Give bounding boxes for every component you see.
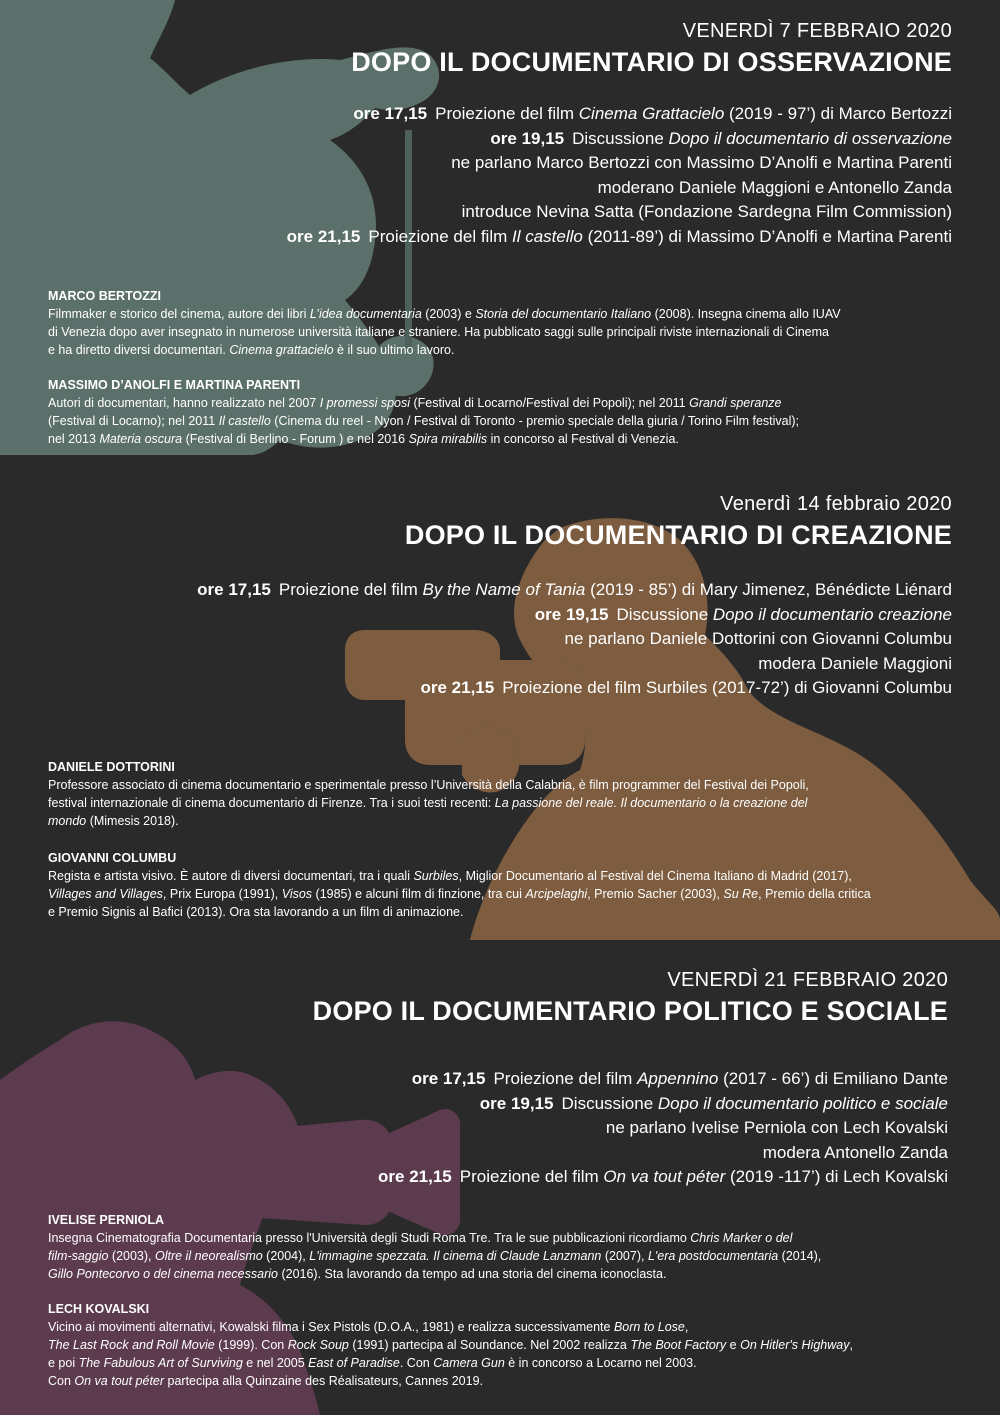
text-segment: modera Antonello Zanda bbox=[762, 1142, 948, 1162]
text-segment: ne parlano Daniele Dottorini con Giovanni Columbu bbox=[564, 629, 952, 648]
section1-bio-2 bbox=[48, 376, 948, 448]
schedule-time: ore 19,15 bbox=[534, 604, 609, 624]
schedule-line bbox=[378, 1067, 948, 1092]
section1-header bbox=[351, 20, 952, 78]
text-segment: (Cinema du reel - Nyon / Festival di Toronto - premio speciale della giuria / Torino Film festival); bbox=[270, 414, 800, 428]
italic-title: Spira mirabilis bbox=[408, 432, 488, 446]
italic-title: Arcipelaghi bbox=[525, 887, 588, 901]
text-segment: e ha diretto diversi documentari. bbox=[48, 343, 230, 357]
text-segment: (2016). Sta lavorando da tempo ad una storia del cinema iconoclasta. bbox=[277, 1267, 667, 1281]
schedule-time: ore 17,15 bbox=[411, 1069, 486, 1088]
text-segment: Proiezione del film bbox=[368, 226, 512, 246]
italic-title: Materia oscura bbox=[99, 432, 183, 446]
schedule-time: ore 21,15 bbox=[286, 226, 361, 246]
italic-title: L'immagine spezzata. Il cinema di Claude Lanzmann bbox=[309, 1249, 602, 1263]
bio-line bbox=[48, 341, 948, 359]
bio-name: DANIELE DOTTORINI bbox=[48, 760, 175, 774]
italic-title: Grandi speranze bbox=[689, 396, 782, 410]
bio-line bbox=[48, 1336, 948, 1354]
bio-line bbox=[48, 1247, 948, 1265]
text-segment: (Festival di Locarno/Festival dei Popoli); nel 2011 bbox=[410, 396, 690, 410]
bio-line bbox=[48, 430, 948, 448]
text-segment: in concorso al Festival di Venezia. bbox=[487, 432, 679, 446]
text-segment: Proiezione del film bbox=[459, 1167, 604, 1186]
text-segment: , Premio della critica bbox=[758, 887, 871, 901]
section2-header bbox=[405, 493, 952, 551]
bio-line bbox=[48, 1318, 948, 1336]
italic-title: Storia del documentario Italiano bbox=[475, 307, 652, 321]
italic-title: Il castello bbox=[512, 226, 583, 246]
italic-title: East of Paradise bbox=[308, 1356, 400, 1370]
italic-title: By the Name of Tania bbox=[422, 580, 586, 599]
schedule-line bbox=[378, 1165, 948, 1190]
italic-title: Villages and Villages bbox=[48, 887, 163, 901]
bio-line bbox=[48, 1372, 948, 1390]
bio-line bbox=[48, 867, 948, 885]
section2-schedule bbox=[197, 578, 952, 701]
section3-header bbox=[313, 969, 948, 1027]
text-segment: nel 2013 bbox=[48, 432, 100, 446]
bio-line bbox=[48, 412, 948, 430]
text-segment: (2011-89’) di Massimo D’Anolfi e Martina Parenti bbox=[582, 226, 952, 246]
text-segment: festival internazionale di cinema documentario di Firenze. Tra i suoi testi recenti: bbox=[48, 796, 495, 810]
text-segment: (2014), bbox=[778, 1249, 822, 1263]
italic-title: Dopo il documentario di osservazione bbox=[668, 128, 952, 148]
text-segment: e bbox=[726, 1338, 741, 1352]
italic-title: L'era postdocumentaria bbox=[647, 1249, 779, 1263]
schedule-line bbox=[197, 578, 952, 603]
italic-title: Gillo Pontecorvo o del cinema necessario bbox=[48, 1267, 278, 1281]
text-segment: Proiezione del film bbox=[435, 104, 579, 123]
schedule-line bbox=[378, 1092, 948, 1117]
text-segment: Autori di documentari, hanno realizzato nel 2007 bbox=[48, 396, 320, 410]
section1-bio-1 bbox=[48, 287, 948, 359]
bio-name: GIOVANNI COLUMBU bbox=[48, 851, 177, 865]
text-segment: Proiezione del film bbox=[493, 1069, 638, 1088]
text-segment: Insegna Cinematografia Documentaria presso l'Università degli Studi Roma Tre. Tra le sue pubblicazioni ricordiamo bbox=[48, 1231, 691, 1245]
schedule-line bbox=[197, 652, 952, 677]
text-segment: e Premio Signis al Bafici (2013). Ora sta lavorando a un film di animazione. bbox=[48, 905, 464, 919]
text-segment: (2008). Insegna cinema allo IUAV bbox=[651, 307, 841, 321]
schedule-line bbox=[287, 176, 952, 201]
text-segment: (2017 - 66’) di Emiliano Dante bbox=[718, 1069, 948, 1088]
schedule-time: ore 17,15 bbox=[197, 580, 271, 599]
bio-line bbox=[48, 1229, 948, 1247]
text-segment: (2004), bbox=[262, 1249, 310, 1263]
text-segment: Con bbox=[48, 1374, 75, 1388]
text-segment: , bbox=[684, 1320, 689, 1334]
italic-title: Born to Lose bbox=[613, 1320, 685, 1334]
section1-date: VENERDÌ 7 FEBBRAIO 2020 bbox=[682, 20, 952, 42]
schedule-time: ore 21,15 bbox=[378, 1167, 452, 1186]
italic-title: Cinema grattacielo bbox=[229, 343, 334, 357]
italic-title: Surbiles bbox=[413, 869, 459, 883]
schedule-line bbox=[378, 1141, 948, 1166]
italic-title: La passione del reale. Il documentario o la creazione del bbox=[494, 796, 808, 810]
italic-title: Chris Marker o del bbox=[690, 1231, 793, 1245]
section1-schedule bbox=[287, 102, 952, 249]
schedule-line bbox=[287, 102, 952, 127]
text-segment: Filmmaker e storico del cinema, autore dei libri bbox=[48, 307, 310, 321]
section2-date: Venerdì 14 febbraio 2020 bbox=[720, 493, 952, 515]
text-segment: di Venezia dopo aver insegnato in numerose università italiane e straniere. Ha pubblicato saggi sulle principali riviste internazionali di Cinema bbox=[48, 325, 829, 339]
text-segment: , Miglior Documentario al Festival del Cinema Italiano di Madrid (2017), bbox=[458, 869, 852, 883]
text-segment: Discussione bbox=[616, 604, 713, 624]
italic-title: On va tout péter bbox=[74, 1374, 165, 1388]
text-segment: moderano Daniele Maggioni e Antonello Zanda bbox=[597, 177, 952, 197]
italic-title: On Hitler's Highway bbox=[740, 1338, 850, 1352]
text-segment: è in concorso a Locarno nel 2003. bbox=[504, 1356, 697, 1370]
italic-title: On va tout péter bbox=[603, 1167, 726, 1186]
text-segment: (2003), bbox=[108, 1249, 155, 1263]
schedule-time: ore 19,15 bbox=[479, 1093, 554, 1113]
italic-title: Su Re bbox=[723, 887, 759, 901]
bio-line bbox=[48, 1265, 948, 1283]
italic-title: The Fabulous Art of Surviving bbox=[78, 1356, 243, 1370]
italic-title: film-saggio bbox=[48, 1249, 109, 1263]
schedule-line bbox=[197, 603, 952, 628]
schedule-line bbox=[378, 1116, 948, 1141]
italic-title: Oltre il neorealismo bbox=[155, 1249, 263, 1263]
italic-title: Rock Soup bbox=[287, 1338, 349, 1352]
text-segment: , bbox=[849, 1338, 853, 1352]
text-segment: (1985) e alcuni film di finzione, tra cui bbox=[312, 887, 526, 901]
section1-title: DOPO IL DOCUMENTARIO DI OSSERVAZIONE bbox=[351, 47, 952, 77]
text-segment: , Premio Sacher (2003), bbox=[587, 887, 724, 901]
text-segment: (Festival di Berlino - Forum ) e nel 2016 bbox=[182, 432, 409, 446]
text-segment: (1999). Con bbox=[214, 1338, 288, 1352]
text-segment: Proiezione del film bbox=[278, 580, 423, 599]
text-segment: Discussione bbox=[572, 128, 669, 148]
italic-title: Visos bbox=[281, 887, 313, 901]
italic-title: Appennino bbox=[637, 1069, 719, 1088]
text-segment: (2019 -117’) di Lech Kovalski bbox=[725, 1167, 948, 1186]
schedule-line bbox=[287, 151, 952, 176]
text-segment: modera Daniele Maggioni bbox=[758, 653, 952, 673]
section2-title: DOPO IL DOCUMENTARIO DI CREAZIONE bbox=[404, 520, 952, 550]
text-segment: (Mimesis 2018). bbox=[86, 814, 179, 828]
text-segment: ne parlano Ivelise Perniola con Lech Kovalski bbox=[605, 1118, 948, 1137]
schedule-line bbox=[287, 200, 952, 225]
text-segment: e poi bbox=[48, 1356, 79, 1370]
section3-bio-1 bbox=[48, 1211, 948, 1283]
text-segment: , Prix Europa (1991), bbox=[162, 887, 282, 901]
text-segment: è il suo ultimo lavoro. bbox=[333, 343, 455, 357]
text-segment: partecipa alla Quinzaine des Réalisateurs, Cannes 2019. bbox=[164, 1374, 483, 1388]
section3-schedule bbox=[378, 1067, 948, 1190]
text-segment: (1991) partecipa al Soundance. Nel 2002 realizza bbox=[348, 1338, 631, 1352]
bio-line bbox=[48, 776, 948, 794]
text-segment: (2007), bbox=[601, 1249, 648, 1263]
bio-line bbox=[48, 394, 948, 412]
section3-title: DOPO IL DOCUMENTARIO POLITICO E SOCIALE bbox=[312, 996, 948, 1026]
schedule-line bbox=[287, 127, 952, 152]
text-segment: Regista e artista visivo. È autore di diversi documentari, tra i quali bbox=[48, 869, 414, 883]
schedule-line bbox=[287, 225, 952, 250]
text-segment: (2003) e bbox=[421, 307, 476, 321]
schedule-time: ore 17,15 bbox=[353, 104, 428, 123]
italic-title: The Boot Factory bbox=[630, 1338, 727, 1352]
bio-line bbox=[48, 885, 948, 903]
section2-bio-1 bbox=[48, 758, 948, 830]
italic-title: Dopo il documentario creazione bbox=[712, 604, 952, 624]
italic-title: mondo bbox=[48, 814, 87, 828]
text-segment: (2019 - 97’) di Marco Bertozzi bbox=[724, 104, 952, 123]
bio-line bbox=[48, 812, 948, 830]
text-segment: Discussione bbox=[561, 1093, 658, 1113]
text-segment: Vicino ai movimenti alternativi, Kowalski filma i Sex Pistols (D.O.A., 1981) e realizza successivamente bbox=[48, 1320, 614, 1334]
text-segment: . Con bbox=[399, 1356, 434, 1370]
bio-line bbox=[48, 305, 948, 323]
schedule-line bbox=[197, 676, 952, 701]
bio-name: MARCO BERTOZZI bbox=[48, 289, 161, 303]
text-segment: Professore associato di cinema documentario e sperimentale presso l’Università della Calabria, è film programmer del Festival dei Popoli, bbox=[48, 778, 809, 792]
schedule-line bbox=[197, 627, 952, 652]
bio-name: LECH KOVALSKI bbox=[48, 1302, 150, 1316]
text-segment: (Festival di Locarno); nel 2011 bbox=[48, 414, 219, 428]
section2-bio-2 bbox=[48, 849, 948, 921]
text-segment: e nel 2005 bbox=[242, 1356, 309, 1370]
bio-line bbox=[48, 1354, 948, 1372]
schedule-time: ore 19,15 bbox=[490, 128, 565, 148]
bio-line bbox=[48, 903, 948, 921]
italic-title: Dopo il documentario politico e sociale bbox=[657, 1093, 948, 1113]
section3-bio-2 bbox=[48, 1300, 948, 1390]
italic-title: L’idea documentaria bbox=[309, 307, 422, 321]
schedule-time: ore 21,15 bbox=[420, 678, 495, 697]
bio-line bbox=[48, 794, 948, 812]
bio-line bbox=[48, 323, 948, 341]
text-segment: introduce Nevina Satta (Fondazione Sardegna Film Commission) bbox=[461, 202, 952, 221]
italic-title: The Last Rock and Roll Movie bbox=[48, 1338, 215, 1352]
italic-title: Il castello bbox=[218, 414, 271, 428]
bio-name: IVELISE PERNIOLA bbox=[48, 1213, 164, 1227]
italic-title: Camera Gun bbox=[433, 1356, 505, 1370]
bio-name: MASSIMO D’ANOLFI E MARTINA PARENTI bbox=[48, 378, 301, 392]
italic-title: I promessi sposi bbox=[319, 396, 411, 410]
section3-date: VENERDÌ 21 FEBBRAIO 2020 bbox=[667, 969, 948, 991]
text-segment: (2019 - 85’) di Mary Jimenez, Bénédicte Liénard bbox=[585, 580, 952, 599]
text-segment: Proiezione del film Surbiles (2017-72’) di Giovanni Columbu bbox=[502, 678, 952, 697]
text-segment: ne parlano Marco Bertozzi con Massimo D’Anolfi e Martina Parenti bbox=[451, 153, 952, 172]
italic-title: Cinema Grattacielo bbox=[578, 104, 725, 123]
